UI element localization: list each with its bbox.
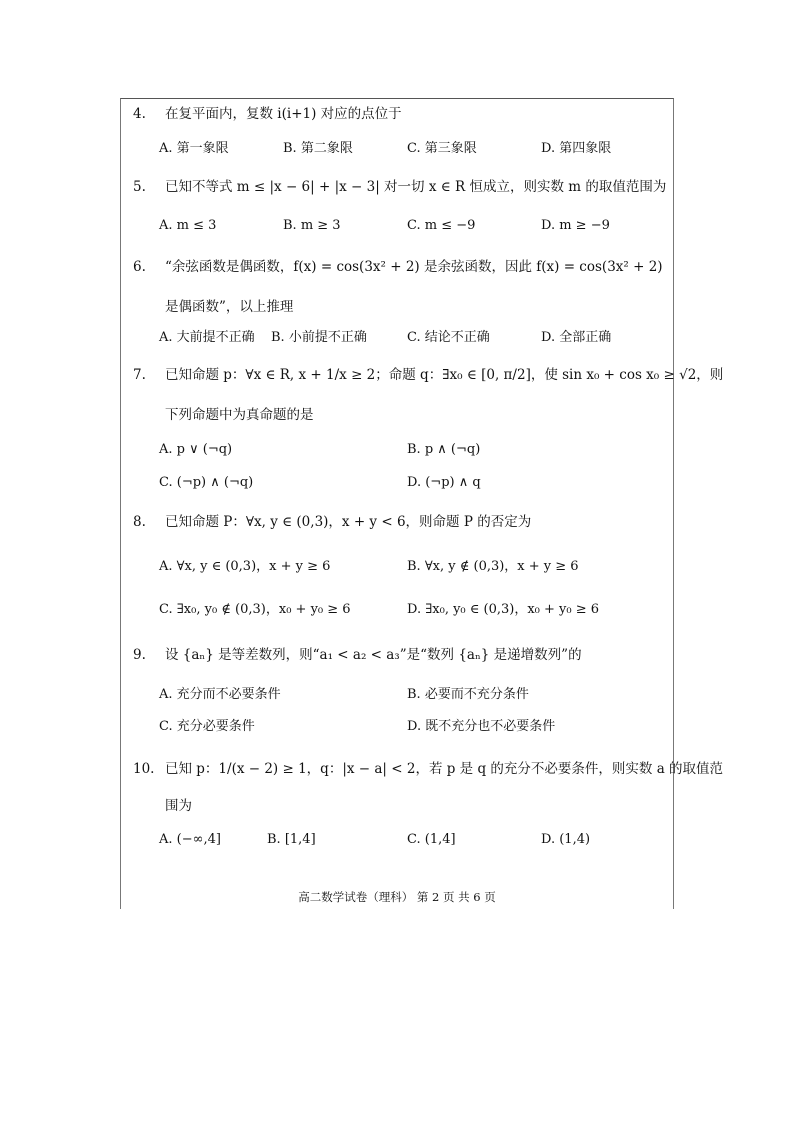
question-9-option-b: B. 必要而不充分条件 <box>407 687 529 702</box>
question-4-stem: 4. 在复平面内，复数 i(i+1) 对应的点位于 <box>133 106 402 122</box>
question-5-stem: 5. 已知不等式 m ≤ |x − 6| + |x − 3| 对一切 x ∈ R 恒成立，则实数 m 的取值范围为 <box>133 179 667 195</box>
question-10-option-d: D. (1,4) <box>541 832 591 847</box>
question-7-stem-continued: 下列命题中为真命题的是 <box>165 407 314 423</box>
question-10-option-b: B. [1,4] <box>267 832 316 847</box>
question-8-stem: 8. 已知命题 P：∀x, y ∈ (0,3)，x + y < 6，则命题 P 的否定为 <box>133 514 532 530</box>
question-7-option-a: A. p ∨ (¬q) <box>159 442 233 457</box>
page-footer: 高二数学试卷（理科） 第 2 页 共 6 页 <box>298 890 496 904</box>
question-6-stem: 6. “余弦函数是偶函数，f(x) = cos(3x² + 2) 是余弦函数，因此 f(x) = cos(3x² + 2) <box>133 259 663 275</box>
question-10-option-a: A. (−∞,4] <box>159 832 221 847</box>
question-8-option-b: B. ∀x, y ∉ (0,3)，x + y ≥ 6 <box>407 559 579 574</box>
question-6-option-b: B. 小前提不正确 <box>271 330 367 345</box>
question-7-option-c: C. (¬p) ∧ (¬q) <box>159 475 254 490</box>
question-5-option-c: C. m ≤ −9 <box>407 218 476 233</box>
question-4-option-c: C. 第三象限 <box>407 141 477 156</box>
question-8-option-c: C. ∃x₀, y₀ ∉ (0,3)，x₀ + y₀ ≥ 6 <box>159 602 351 617</box>
question-9-option-c: C. 充分必要条件 <box>159 719 255 734</box>
question-7-option-b: B. p ∧ (¬q) <box>407 442 481 457</box>
question-6-option-a: A. 大前提不正确 <box>159 330 255 345</box>
question-9-option-a: A. 充分而不必要条件 <box>159 687 281 702</box>
question-9-option-d: D. 既不充分也不必要条件 <box>407 719 556 734</box>
question-8-option-d: D. ∃x₀, y₀ ∈ (0,3)，x₀ + y₀ ≥ 6 <box>407 602 600 617</box>
question-6-option-c: C. 结论不正确 <box>407 330 490 345</box>
question-5-option-b: B. m ≥ 3 <box>283 218 341 233</box>
question-4-option-d: D. 第四象限 <box>541 141 612 156</box>
question-8-option-a: A. ∀x, y ∈ (0,3)，x + y ≥ 6 <box>159 559 331 574</box>
question-9-stem: 9. 设 {aₙ} 是等差数列，则“a₁ < a₂ < a₃”是“数列 {aₙ} 是递增数列”的 <box>133 647 582 663</box>
question-6-stem-continued: 是偶函数”，以上推理 <box>165 299 294 315</box>
question-4-option-b: B. 第二象限 <box>283 141 353 156</box>
question-10-stem: 10. 已知 p：1/(x − 2) ≥ 1，q：|x − a| < 2，若 p 是 q 的充分不必要条件，则实数 a 的取值范 <box>133 761 724 777</box>
question-6-option-d: D. 全部正确 <box>541 330 612 345</box>
question-5-option-d: D. m ≥ −9 <box>541 218 610 233</box>
question-4-option-a: A. 第一象限 <box>159 141 229 156</box>
exam-page <box>120 98 724 909</box>
question-10-stem-continued: 围为 <box>165 798 192 814</box>
question-7-option-d: D. (¬p) ∧ q <box>407 475 481 490</box>
question-5-option-a: A. m ≤ 3 <box>159 218 217 233</box>
question-7-stem: 7. 已知命题 p：∀x ∈ R, x + 1/x ≥ 2；命题 q：∃x₀ ∈ [0, π/2]，使 sin x₀ + cos x₀ ≥ √2，则 <box>133 367 724 383</box>
question-10-option-c: C. (1,4] <box>407 832 456 847</box>
